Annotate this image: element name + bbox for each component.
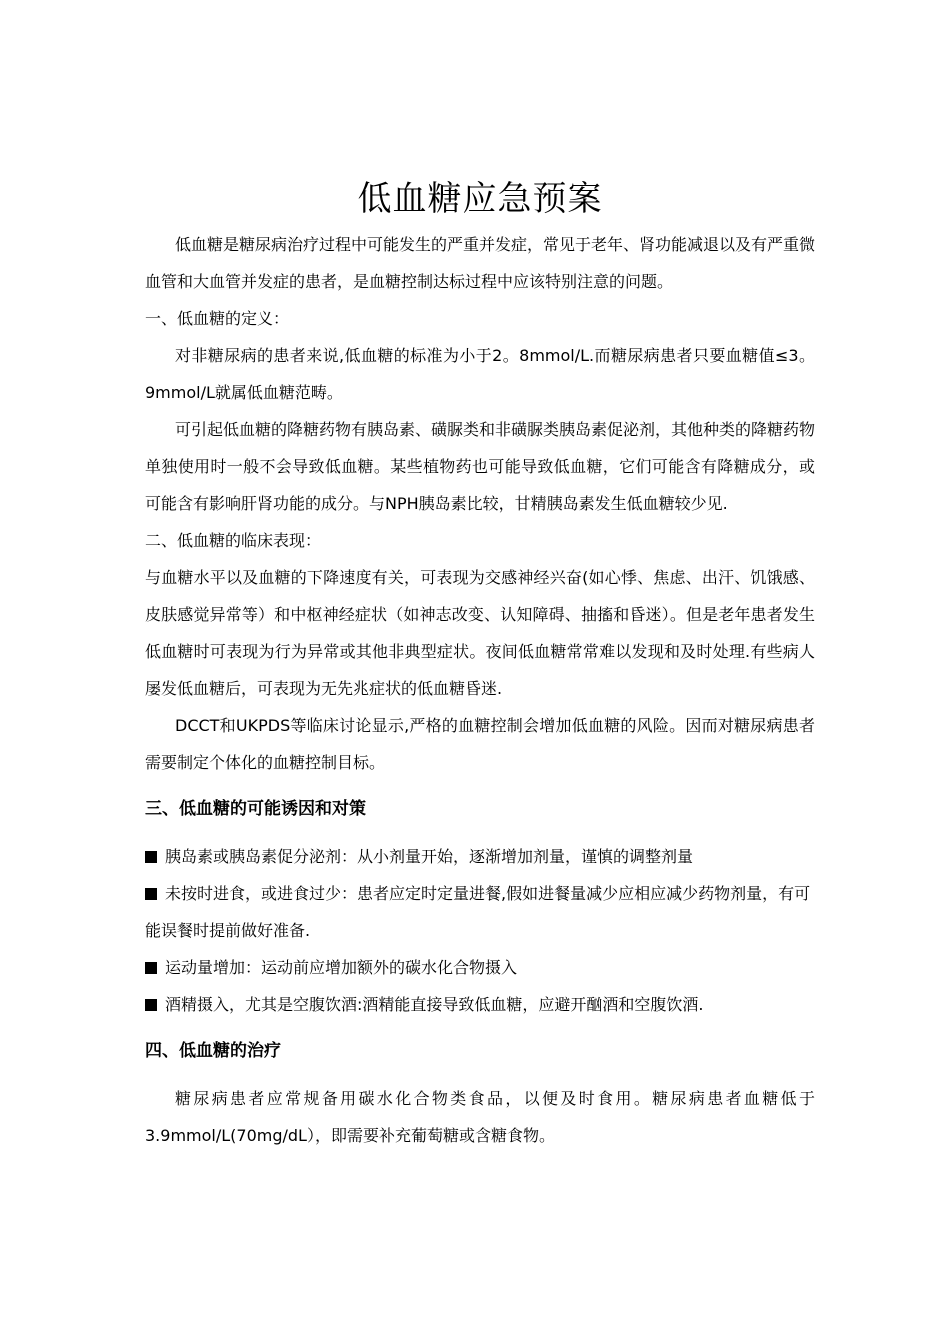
section4-paragraph-1: 糖尿病患者应常规备用碳水化合物类食品，以便及时食用。糖尿病患者血糖低于3.9mmol/L(70mg/dL），即需要补充葡萄糖或含糖食物。 xyxy=(145,1089,815,1145)
section4-heading: 四、低血糖的治疗 xyxy=(145,1041,281,1061)
section2-heading: 二、低血糖的临床表现： xyxy=(145,531,322,550)
intro-paragraph: 低血糖是糖尿病治疗过程中可能发生的严重并发症，常见于老年、肾功能减退以及有严重微血管和大血管并发症的患者，是血糖控制达标过程中应该特别注意的问题。 xyxy=(145,235,816,291)
list-item xyxy=(145,838,815,875)
square-bullet-icon xyxy=(145,999,157,1011)
square-bullet-icon xyxy=(145,851,157,863)
document-title: 低血糖应急预案 xyxy=(357,179,603,219)
list-item-text: 酒精摄入，尤其是空腹饮酒:酒精能直接导致低血糖，应避开酗酒和空腹饮酒. xyxy=(165,995,704,1014)
section1-paragraph-1: 对非糖尿病的患者来说,低血糖的标准为小于2。8mmol/L.而糖尿病患者只要血糖值≤3。9mmol/L就属低血糖范畴。 xyxy=(145,346,815,402)
square-bullet-icon xyxy=(145,888,157,900)
list-item xyxy=(145,949,815,986)
square-bullet-icon xyxy=(145,962,157,974)
list-item-text: 未按时进食，或进食过少：患者应定时定量进餐,假如进餐量减少应相应减少药物剂量，有可能误餐时提前做好准备. xyxy=(145,884,811,940)
document-page xyxy=(145,172,815,1154)
section1-paragraph-2: 可引起低血糖的降糖药物有胰岛素、磺脲类和非磺脲类胰岛素促泌剂，其他种类的降糖药物单独使用时一般不会导致低血糖。某些植物药也可能导致低血糖，它们可能含有降糖成分，或可能含有影响肝肾功能的成分。与NPH胰岛素比较，甘精胰岛素发生低血糖较少见. xyxy=(145,420,816,513)
section2-paragraph-1: 与血糖水平以及血糖的下降速度有关，可表现为交感神经兴奋(如心悸、焦虑、出汗、饥饿感、皮肤感觉异常等）和中枢神经症状（如神志改变、认知障碍、抽搐和昏迷）。但是老年患者发生低血糖时可表现为行为异常或其他非典型症状。夜间低血糖常常难以发现和及时处理.有些病人屡发低血糖后，可表现为无先兆症状的低血糖昏迷. xyxy=(145,568,815,698)
section3-heading: 三、低血糖的可能诱因和对策 xyxy=(145,799,366,819)
section2-paragraph-2: DCCT和UKPDS等临床讨论显示,严格的血糖控制会增加低血糖的风险。因而对糖尿病患者需要制定个体化的血糖控制目标。 xyxy=(145,716,815,772)
list-item-text: 运动量增加：运动前应增加额外的碳水化合物摄入 xyxy=(165,958,518,977)
list-item xyxy=(145,986,815,1023)
section1-heading: 一、低血糖的定义： xyxy=(145,309,290,328)
list-item-text: 胰岛素或胰岛素促分泌剂：从小剂量开始，逐渐增加剂量，谨慎的调整剂量 xyxy=(165,847,694,866)
list-item xyxy=(145,875,815,949)
